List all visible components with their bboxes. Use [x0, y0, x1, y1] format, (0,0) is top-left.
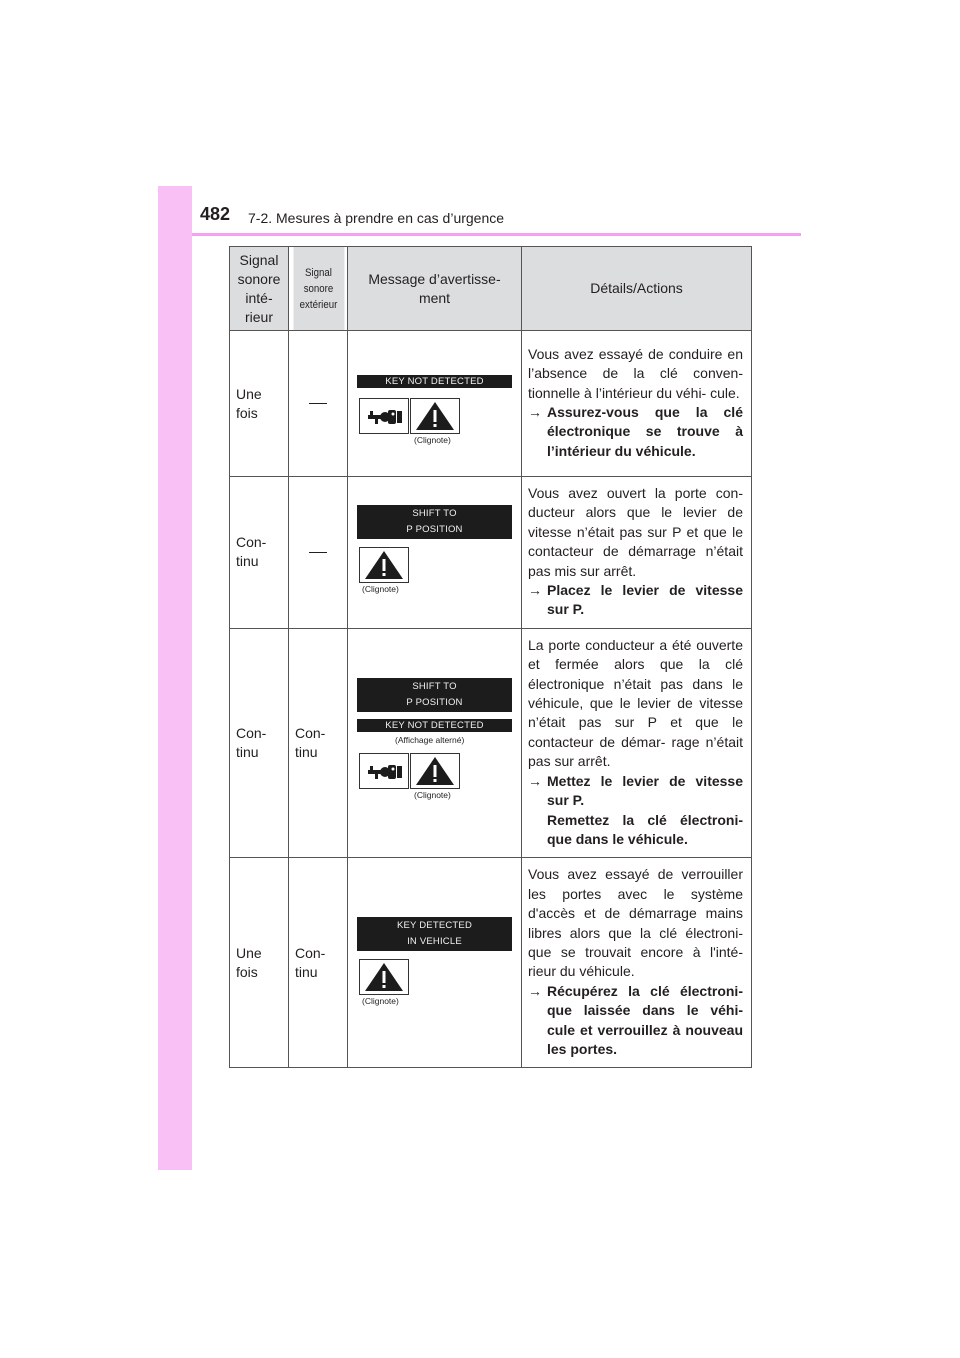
- warning-triangle-icon: [410, 753, 460, 789]
- display-panel: KEY NOT DETECTED: [357, 375, 512, 388]
- warning-message: [348, 858, 522, 1068]
- table-row: [230, 331, 752, 477]
- display-panel-alt: KEY NOT DETECTED: [357, 719, 512, 732]
- table-row: [230, 858, 752, 1068]
- details-cell: Vous avez essayé de conduire en l’absence de la clé conven- tionnelle à l’intérieur du véhi- cule. → Assurez-vous que la clé électronique se trouve à l’intérieur du véhicule.: [522, 331, 752, 477]
- interior-buzzer: Une fois: [230, 331, 289, 477]
- interior-buzzer: Con- tinu: [230, 628, 289, 857]
- warning-message: [348, 331, 522, 477]
- display-panel: SHIFT TO P POSITION: [357, 505, 512, 539]
- exterior-buzzer: Con- tinu: [289, 858, 348, 1068]
- exterior-buzzer: Con- tinu: [289, 628, 348, 857]
- table-row: [230, 628, 752, 857]
- alternate-caption: (Affichage alterné): [395, 734, 465, 745]
- page-number: 482: [200, 204, 231, 224]
- exterior-buzzer: [289, 331, 348, 477]
- header-exterior-buzzer: Signal sonore extérieur: [292, 247, 344, 331]
- header-rule: [192, 233, 801, 236]
- exterior-buzzer: [289, 477, 348, 629]
- header-message: Message d’avertisse- ment: [348, 247, 522, 331]
- dash: [309, 552, 327, 553]
- warning-triangle-icon: [410, 398, 460, 434]
- display-panel: SHIFT TO P POSITION: [357, 678, 512, 712]
- key-icon: [359, 753, 409, 789]
- key-icon: [359, 398, 409, 434]
- table-header-row: [230, 247, 752, 331]
- section-title: 7-2. Mesures à prendre en cas d’urgence: [248, 210, 505, 226]
- details-cell: Vous avez ouvert la porte con- ducteur alors que le levier de vitesse n’était pas sur P et que le contacteur de démarrage n’était pas mis sur arrêt. → Placez le levier de vitesse sur P.: [522, 477, 752, 629]
- side-tab: [158, 186, 192, 1170]
- warning-message: [348, 628, 522, 857]
- blink-caption: (Clignote): [362, 996, 399, 1007]
- interior-buzzer: Une fois: [230, 858, 289, 1068]
- interior-buzzer: Con- tinu: [230, 477, 289, 629]
- header-details: Détails/Actions: [522, 247, 752, 331]
- blink-caption: (Clignote): [414, 435, 451, 445]
- warning-triangle-icon: [359, 547, 409, 583]
- warning-message: [348, 477, 522, 629]
- blink-caption: (Clignote): [362, 584, 399, 594]
- dash: [309, 403, 327, 404]
- blink-caption: (Clignote): [414, 789, 451, 800]
- header-interior-buzzer: Signal sonore inté- rieur: [230, 247, 289, 331]
- warning-triangle-icon: [359, 959, 409, 995]
- details-cell: La porte conducteur a été ouverte et fermée alors que la clé électronique n’était pas dans le véhicule, que le levier de vitesse n’était pas sur P et que le contacteur de démar- rage n’était pas sur arrêt. → Mettez le levier de vitesse sur P. Remettez la clé électroni- que dans le véhicule.: [522, 628, 752, 857]
- table-row: [230, 477, 752, 629]
- details-cell: Vous avez essayé de verrouiller les portes avec le système d'accès et de démarrage mains libres alors que la clé électroni- que se trouvait encore à l'inté- rieur du véhicule. → Récupérez la clé électroni- que laissée dans le véhi- cule et verrouillez à nouveau les portes.: [522, 858, 752, 1068]
- warning-table: [229, 246, 752, 1068]
- display-panel: KEY DETECTED IN VEHICLE: [357, 917, 512, 951]
